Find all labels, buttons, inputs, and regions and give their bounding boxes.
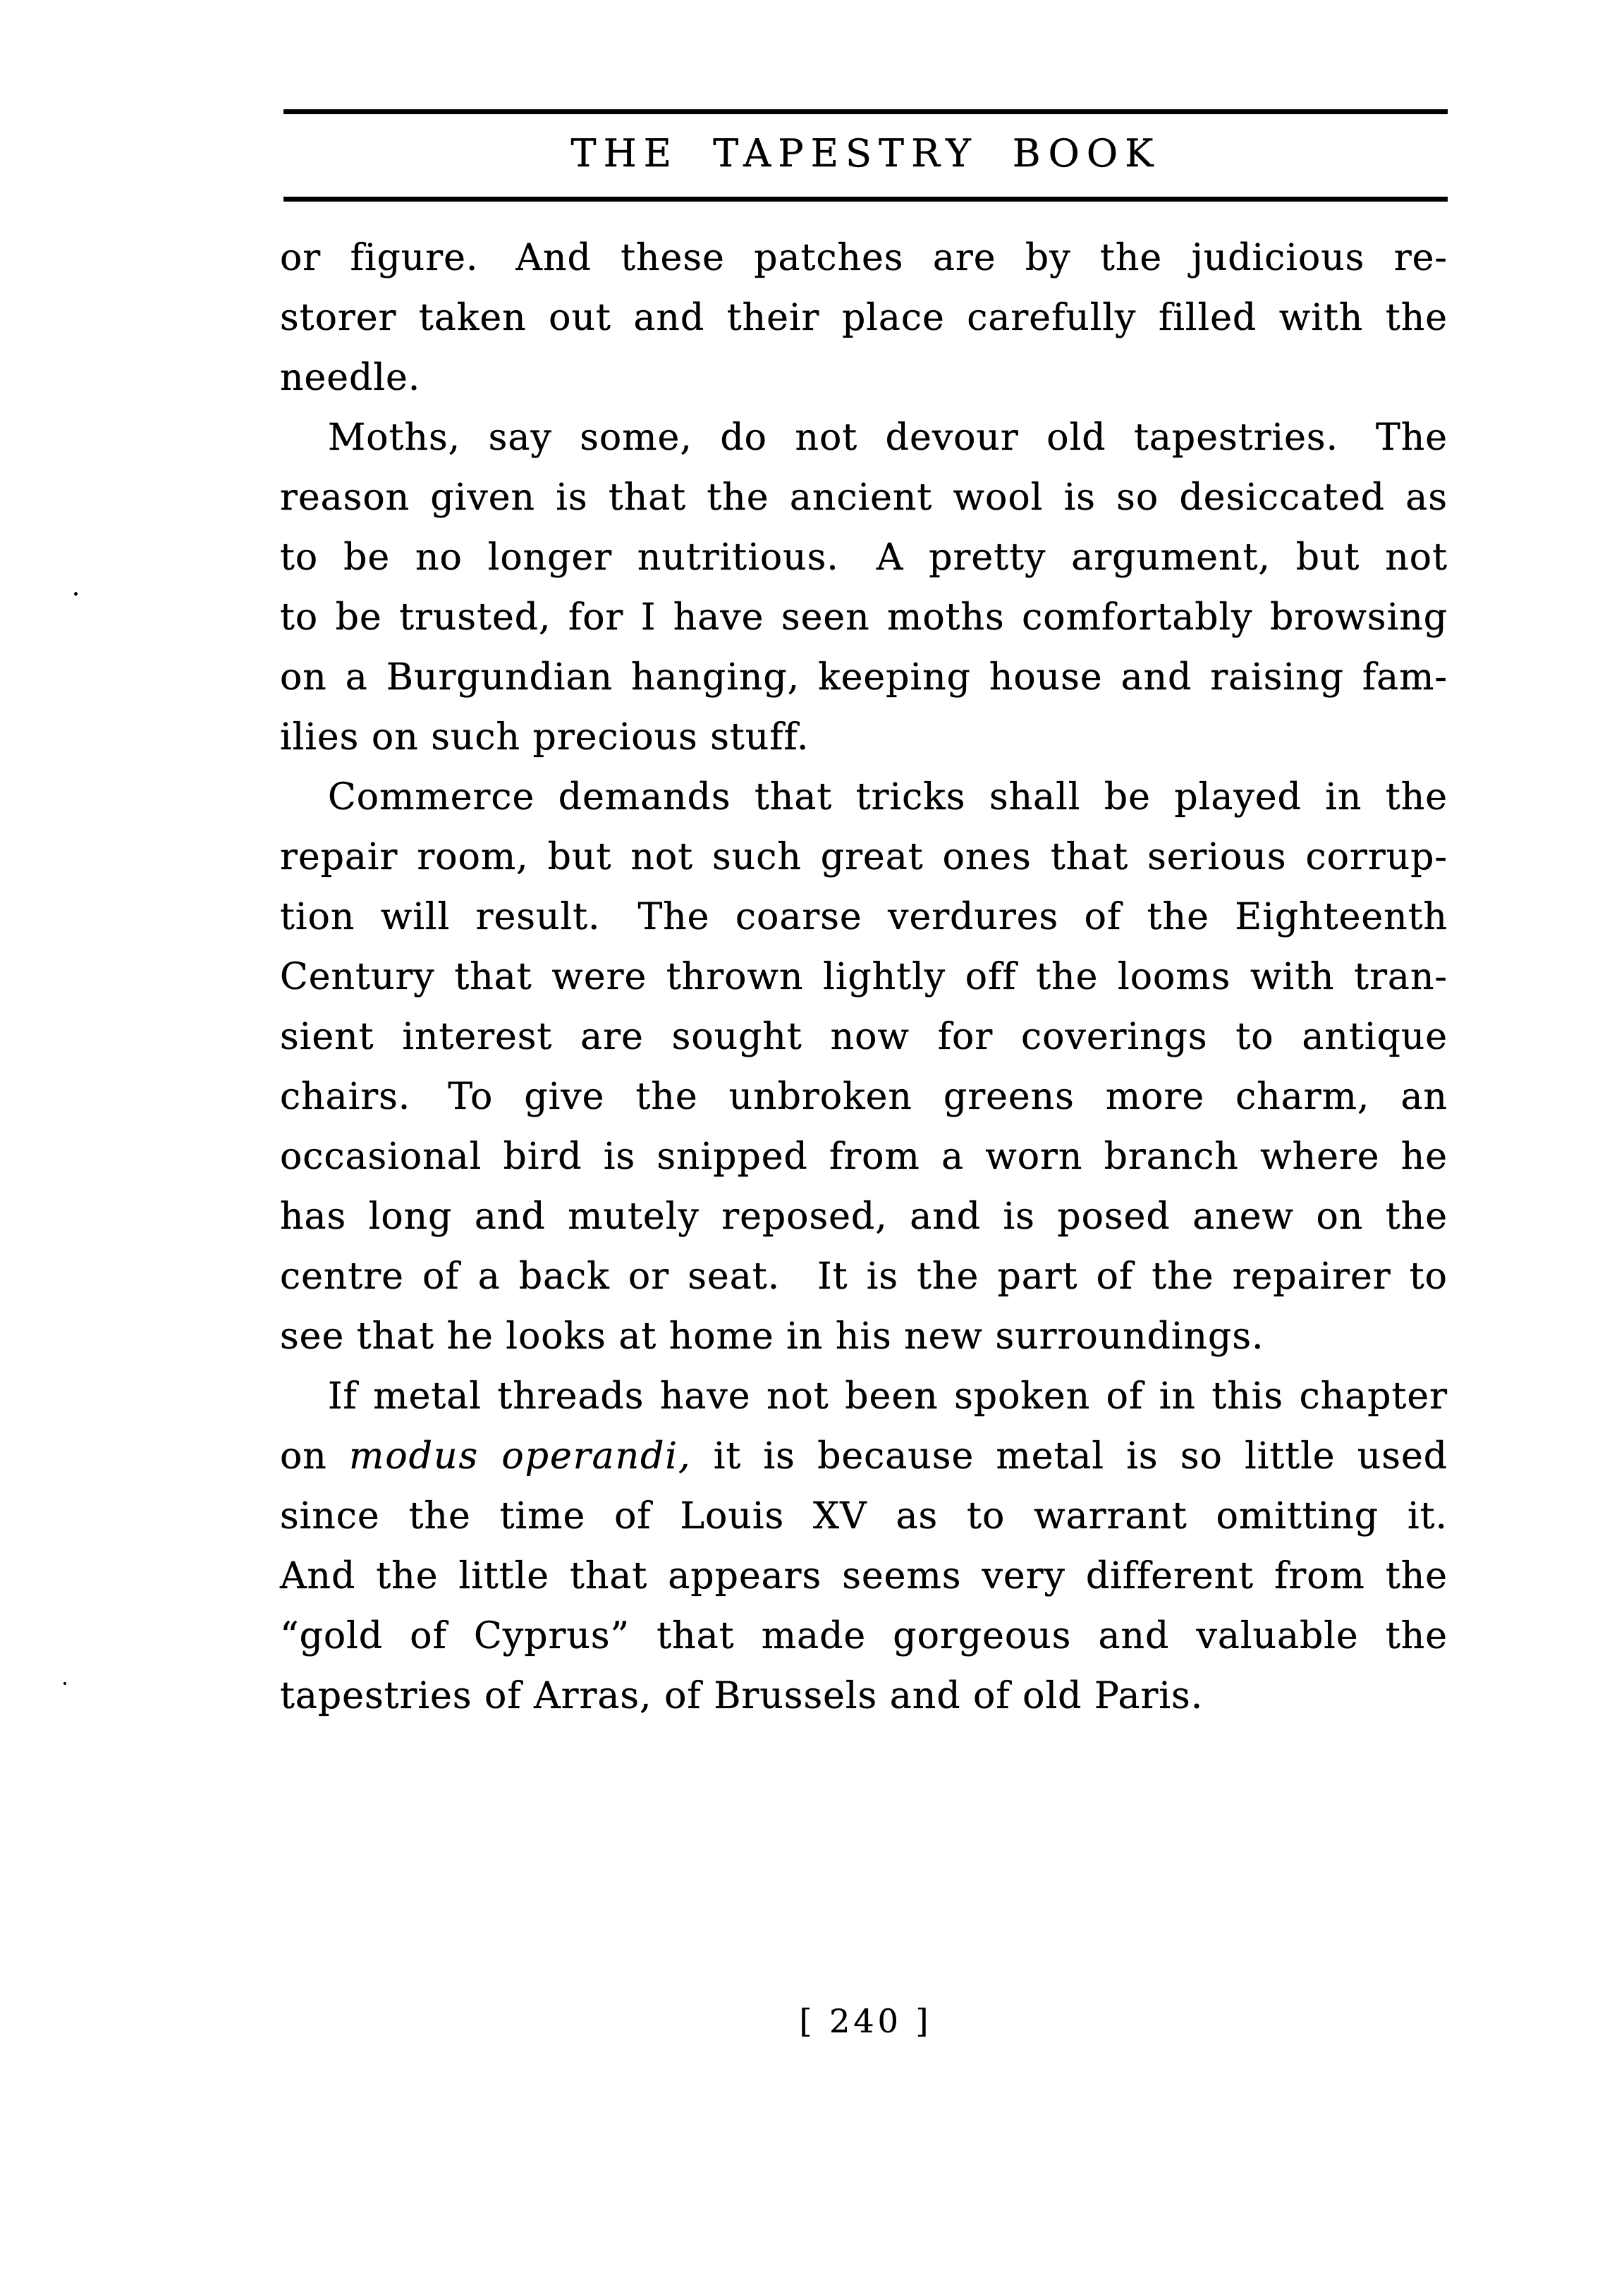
text-segment: chairs. To give the unbroken greens more charm, an	[280, 1076, 1448, 1118]
text-line	[280, 528, 1448, 588]
text-segment: sient interest are sought now for coverings to antique	[280, 1016, 1448, 1058]
text-line	[280, 888, 1448, 947]
text-segment: Century that were thrown lightly off the looms with tran-	[280, 956, 1448, 998]
text-line	[280, 1367, 1448, 1427]
text-segment: repair room, but not such great ones that serious corrup-	[280, 836, 1448, 878]
text-line	[280, 228, 1448, 288]
text-segment: it is because metal is so little used	[691, 1435, 1448, 1478]
text-line	[280, 1067, 1448, 1127]
page-number: [ 240 ]	[799, 2002, 932, 2040]
text-segment: since the time of Louis XV as to warrant omitting it.	[280, 1495, 1448, 1537]
running-head-title: THE TAPESTRY BOOK	[570, 131, 1161, 176]
text-line	[280, 648, 1448, 708]
text-segment: see that he looks at home in his new surroundings.	[280, 1315, 1264, 1358]
text-segment: storer taken out and their place carefully filled with the	[280, 297, 1448, 339]
text-line	[280, 1007, 1448, 1067]
text-segment: occasional bird is snipped from a worn branch where he	[280, 1136, 1448, 1178]
text-line	[280, 1427, 1448, 1487]
text-segment: or figure. And these patches are by the judicious re-	[280, 237, 1448, 279]
text-line	[280, 1487, 1448, 1547]
text-line	[280, 1187, 1448, 1247]
text-segment: to be trusted, for I have seen moths comfortably browsing	[280, 596, 1448, 639]
text-line	[280, 1547, 1448, 1607]
text-segment: on a Burgundian hanging, keeping house and raising fam-	[280, 656, 1448, 699]
text-line	[280, 947, 1448, 1007]
text-line	[280, 288, 1448, 348]
italic-text-segment: modus operandi,	[349, 1435, 692, 1478]
text-segment: Moths, say some, do not devour old tapestries. The	[328, 417, 1448, 459]
text-segment: “gold of Cyprus” that made gorgeous and valuable the	[280, 1615, 1448, 1657]
text-segment: tion will result. The coarse verdures of the Eighteenth	[280, 896, 1448, 938]
text-segment: has long and mutely reposed, and is posed anew on the	[280, 1196, 1448, 1238]
text-line	[280, 348, 1448, 408]
text-segment: to be no longer nutritious. A pretty argument, but not	[280, 536, 1448, 579]
text-segment: ilies on such precious stuff.	[280, 716, 810, 759]
text-line	[280, 588, 1448, 648]
header-rule-top	[283, 109, 1448, 114]
header-rule-bottom	[283, 197, 1448, 202]
text-line	[280, 1666, 1448, 1726]
text-segment: And the little that appears seems very different from the	[280, 1555, 1448, 1597]
text-segment: reason given is that the ancient wool is so desiccated as	[280, 477, 1448, 519]
body-text	[280, 228, 1448, 1726]
text-line	[280, 1607, 1448, 1666]
text-line	[280, 828, 1448, 888]
text-segment: on	[280, 1435, 350, 1478]
text-line	[280, 408, 1448, 468]
text-line	[280, 1247, 1448, 1307]
text-line	[280, 768, 1448, 828]
text-segment: needle.	[280, 357, 421, 399]
text-segment: Commerce demands that tricks shall be played in the	[328, 776, 1448, 818]
text-segment: tapestries of Arras, of Brussels and of old Paris.	[280, 1675, 1204, 1717]
text-line	[280, 1307, 1448, 1367]
text-segment: If metal threads have not been spoken of in this chapter	[328, 1375, 1448, 1418]
text-line	[280, 1127, 1448, 1187]
text-line	[280, 708, 1448, 768]
scan-speck	[63, 1682, 66, 1685]
text-line	[280, 468, 1448, 528]
scan-speck	[74, 592, 78, 596]
text-segment: centre of a back or seat. It is the part of the repairer to	[280, 1256, 1448, 1298]
